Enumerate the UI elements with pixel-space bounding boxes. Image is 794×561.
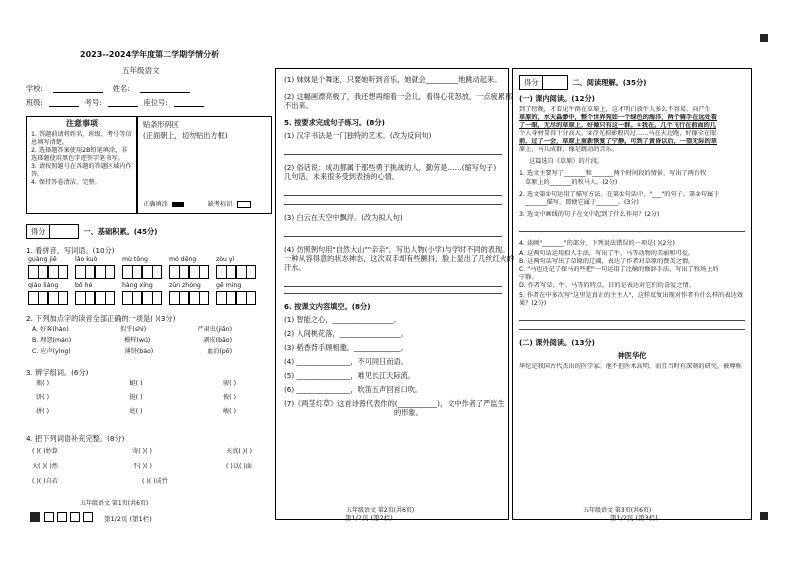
pair-word[interactable]: 蜓( ) xyxy=(129,380,143,387)
idiom-blank[interactable]: ( )( )妙算 xyxy=(32,448,58,455)
idiom-blank[interactable]: 大( )( )然 xyxy=(32,463,58,471)
pinyin: bō hé xyxy=(75,282,93,289)
reading-question: 2. 选文第①句运用了描写方法。在第①句话中，"___"的句子，第②句属于 xyxy=(519,190,720,198)
choice-option[interactable]: A. 这两句话运用拟人手法，写出了牛、马等动物的美丽和可爱。 xyxy=(519,249,695,257)
school-field[interactable] xyxy=(53,84,103,93)
notice-list xyxy=(27,129,137,189)
passage-line: 草原的，水天淼渺中，整个世界宛如一个绿色的海洋，两个骑手在远处看 xyxy=(519,114,717,122)
text-line: 汗水。 xyxy=(284,263,306,272)
writing-grid[interactable] xyxy=(28,265,68,279)
option-text[interactable]: C. 应声(yìng) xyxy=(32,348,71,356)
class-label: 班级: xyxy=(26,98,43,107)
text-line: (3) 白云在天空中飘浮。(改为拟人句) xyxy=(284,213,403,222)
exam-number-label: 考号: xyxy=(84,98,102,107)
writing-grid[interactable] xyxy=(169,291,209,305)
q3-label: 3. 辨字组词。(6分) xyxy=(26,368,89,377)
text-line: (1) 妹妹是个舞迷，只要她听到音乐，她就会_________地跳动起来。 xyxy=(284,75,502,84)
pinyin: zòu yì xyxy=(216,256,235,263)
notice-title: 注意事项 xyxy=(66,119,98,128)
pair-word[interactable]: 挺( ) xyxy=(129,394,143,402)
q2-label: 2. 下列加点字的读音全部正确的一项是( )(3分) xyxy=(26,314,176,323)
answer-line[interactable] xyxy=(284,154,502,155)
column-1 xyxy=(24,46,270,523)
answer-line[interactable] xyxy=(519,329,745,330)
choice-option: 宁静。 xyxy=(519,274,538,281)
school-label: 学校: xyxy=(26,84,43,93)
idiom-blank[interactable]: 不( )( ) xyxy=(132,463,152,471)
choice-option[interactable]: D. 作者写草、牛、马等的特点，目的是表达对它们的喜爱之情。 xyxy=(519,282,695,290)
part3-score-box xyxy=(519,75,745,90)
pinyin: hàng xíng xyxy=(122,282,153,289)
exam-title: 2023--2024学年度第二学期学情分析 xyxy=(80,50,220,59)
idiom-blank[interactable]: 寄( )( ) xyxy=(132,448,152,455)
subsection-title: (二) 课外阅读。(13分) xyxy=(519,338,595,348)
reading-question: _______描写，即便它属于_______。(3分) xyxy=(525,198,639,206)
column2-content xyxy=(284,75,515,417)
score-label: 得分 xyxy=(520,76,543,89)
question-heading: 5. 按要求完成句子练习。(8分) xyxy=(284,118,385,127)
pair-word[interactable]: 饼( ) xyxy=(36,394,49,402)
answer-line[interactable] xyxy=(284,204,502,205)
text-line: 几句话，未来很多受到表扬的心情。 xyxy=(284,172,400,181)
pair-word[interactable]: 拼( ) xyxy=(36,408,49,416)
idiom-blank[interactable]: ( )以( )面 xyxy=(226,463,252,471)
idiom-blank[interactable]: ( )( )自若 xyxy=(32,478,58,486)
barcode-note: (正面朝上，切勿贴出方框) xyxy=(143,131,228,140)
writing-grid[interactable] xyxy=(122,291,162,305)
pinyin: mó dēng xyxy=(169,256,197,263)
text-line: 一种从容得意的状态神态，这次双手却有些颤抖，脸上显出了几丝红火的 xyxy=(284,254,515,263)
idiom-blank[interactable]: ( )( )成竹 xyxy=(142,478,168,486)
alignment-mark-bottom-right xyxy=(760,512,768,520)
reading-question: 5. 作者在中多次写"这里是真正的主主人"，这样反复出现对作者有什么样的表达效果？(2分) xyxy=(519,292,743,308)
fill-blank[interactable]: (7)《两茎灯草》这首诗曾代表作的(___________)，文中作者了严监生 xyxy=(284,399,505,408)
answer-line[interactable] xyxy=(284,195,502,196)
pinyin: qiáo liáng xyxy=(28,282,59,289)
q3-pairs xyxy=(36,380,236,416)
pair-word[interactable]: 庭( ) xyxy=(129,408,143,416)
notice-item: 3. 请按照题号在各题的答题区域内作答。 xyxy=(31,163,132,179)
reading-passage xyxy=(519,106,745,154)
reading-question: 草原上的_______的牧马人。(2分) xyxy=(525,178,618,186)
name-label: 姓名: xyxy=(112,84,130,93)
passage-line: 前，过了一会，草原上重新恢复了宁静。可到了黄昏以后，一望无际的草 xyxy=(519,138,717,146)
seat-label: 座位号: xyxy=(143,98,168,107)
writing-grid[interactable] xyxy=(122,265,162,279)
writing-grid[interactable] xyxy=(169,265,209,279)
question-heading: 6. 按课文内容填空。(8分) xyxy=(284,302,371,311)
part1-title: 一、基础积累。(45分) xyxy=(83,227,158,236)
answer-line[interactable] xyxy=(284,286,502,287)
option-text: 剥皮(bāo) xyxy=(203,337,232,345)
notice-box xyxy=(26,116,138,214)
text-line: (1) 汉字书法是一门独特的艺术。(改为反问句) xyxy=(284,131,432,140)
column3-footer: 五年级语文 第3页(共6页) xyxy=(583,507,652,514)
reading-question: 4. 读画"_______"的部分，下列说法错误的一项是( )(2分) xyxy=(519,239,675,247)
pinyin: lǎo kuò xyxy=(75,256,98,263)
part3-title: 二、阅读理解。(35分) xyxy=(572,78,647,87)
pinyin-row-1 xyxy=(28,256,256,279)
column3-page: 第1/2页 (第3栏) xyxy=(610,514,658,522)
fill-example xyxy=(143,201,251,209)
seat-field[interactable] xyxy=(174,98,204,107)
option-text[interactable]: B. 埋怨(mán) xyxy=(32,337,72,345)
column2-page: 第1/2页 (第2栏) xyxy=(345,514,393,522)
student-info-row-1 xyxy=(26,84,190,93)
text-line: 不出来。 xyxy=(284,101,313,110)
reading-question: 1. 选文主要写了_______和_______两个时间段的情景，写出了两台牧 xyxy=(519,170,707,178)
pinyin: gē mìng xyxy=(216,282,242,289)
idiom-blank[interactable]: 天真( )( ) xyxy=(226,448,252,455)
notice-item: 4. 保持答卷清洁、完整。 xyxy=(31,179,101,187)
option-text: 血泊(pō) xyxy=(207,348,232,356)
option-text: 模样(wú) xyxy=(124,337,151,345)
pair-word[interactable]: 峻( ) xyxy=(223,408,236,416)
correct-fill-mark xyxy=(172,202,184,207)
correct-fill-label: 正确填涂 xyxy=(143,200,168,208)
column3-content xyxy=(519,75,745,371)
text-line: 的形象。 xyxy=(394,408,423,417)
answer-line[interactable] xyxy=(519,231,745,232)
missing-label: 缺考标识 xyxy=(207,200,233,208)
answer-line[interactable] xyxy=(284,236,502,237)
score-label: 得分 xyxy=(27,225,50,238)
writing-grid[interactable] xyxy=(28,291,68,305)
pinyin: guàng jiē xyxy=(28,256,57,263)
exam-subject: 五年级语文 xyxy=(122,66,160,75)
exam-number-field[interactable] xyxy=(108,98,138,107)
passage-source: 这篇选自《草原》的片段。 xyxy=(529,158,604,166)
subsection-title: (一) 课内阅读。(12分) xyxy=(519,94,595,103)
pinyin: mù tǒng xyxy=(122,256,148,263)
fill-blank[interactable]: (4) _______________，不可同日而语。 xyxy=(284,357,408,366)
pinyin: zūn zhòng xyxy=(169,282,201,289)
column-2 xyxy=(275,68,515,520)
text-line: (2) 这幅画漂亮极了，我还想再细看一会儿，看得心花怒放，一点疲累都 xyxy=(284,92,513,101)
pair-word[interactable]: 俊( ) xyxy=(223,394,236,402)
pinyin-row-2 xyxy=(28,282,256,305)
column1-page: 第1/2页 (第1栏) xyxy=(104,515,152,523)
pair-word[interactable]: 骏( ) xyxy=(223,380,236,387)
q2-options xyxy=(32,326,232,356)
column1-footer: 五年级语文 第1页(共6页) xyxy=(80,500,149,507)
barcode-title: 贴条形码区 xyxy=(143,120,179,129)
answer-line[interactable] xyxy=(284,293,502,294)
reading-question: 3. 选文中画线的句子在文中起到了什么作用？(2分) xyxy=(519,210,660,218)
notice-item: 1. 答题前请将姓名、班级、考号等信息填写清楚。 xyxy=(31,131,132,147)
choice-option[interactable]: B. 这两句话写出了草原的辽阔，表达了作者对草原的赞美之情。 xyxy=(519,257,695,265)
option-text: 薄饼(báo) xyxy=(124,348,154,356)
fill-blank[interactable]: (5) _______________，难见长江天际流。 xyxy=(284,371,416,380)
q1-label: 1. 看拼音，写词语。(10分) xyxy=(26,246,115,255)
student-info-row-2 xyxy=(26,98,204,107)
passage-line: 了一眼，无尽的草原上，好像只有这一群。①我在。几个飞行在前面的几 xyxy=(519,122,717,130)
option-text[interactable]: A. 好客(hào) xyxy=(32,326,69,333)
answer-line[interactable] xyxy=(519,320,745,321)
fill-blank[interactable]: (2) 人间桃花落，_________________。 xyxy=(284,329,408,338)
fill-blank[interactable]: (1) 智能之心，_________________。 xyxy=(284,315,401,324)
article-line: 华佗是我国古代杰出的医学家。他不但医术高明，而且当时有深刻的研究，被尊称 xyxy=(519,363,742,371)
writing-grid[interactable] xyxy=(216,291,256,305)
name-field[interactable] xyxy=(140,84,190,93)
option-text: 似乎(shì) xyxy=(120,326,147,333)
writing-grid[interactable] xyxy=(216,265,256,279)
q4-label: 4. 把下列词语补充完整。(8分) xyxy=(26,434,125,443)
pair-word[interactable]: 瓶( ) xyxy=(36,380,49,387)
passage-line: 到了傍晚，才看见牛群在草原上，这才明白放牛人多么不容易。向产生 xyxy=(519,106,711,113)
q4-rows xyxy=(32,448,252,486)
writing-grid[interactable] xyxy=(75,291,115,305)
article-title: 神医华佗 xyxy=(617,351,647,361)
choice-option[interactable]: C. "马也还记了保马的些把"一句运用了比喻的修辞手法，写出了牧场上的 xyxy=(519,265,719,273)
barcode-box xyxy=(136,116,272,214)
score-field[interactable] xyxy=(543,76,567,89)
passage-line: 个人身材显得十分高大。②浮光掠影般闪过……马在天边跑，好像全在眼 xyxy=(519,130,717,138)
option-text: 严肃虫(jiǎn) xyxy=(197,326,232,333)
score-field[interactable] xyxy=(50,225,78,238)
missing-mark[interactable] xyxy=(237,201,251,208)
fill-blank[interactable]: (6) _______________，吹笛五声回首口吹。 xyxy=(284,385,423,394)
column2-footer: 五年级语文 第2页(共6页) xyxy=(346,507,415,514)
column-3 xyxy=(512,68,752,520)
text-line: (2) 俗话说：成功都属于那些勇于挑战的人，勤劳是……(缩写句子) xyxy=(284,163,497,172)
class-field[interactable] xyxy=(49,98,79,107)
passage-line: 原上，马儿成群，像是跳动的音乐。 xyxy=(519,146,618,154)
fill-blank[interactable]: (3) 稻香背手顾相邀，_____________。 xyxy=(284,343,408,352)
alignment-mark-top-right xyxy=(760,34,768,42)
writing-grid[interactable] xyxy=(75,265,115,279)
notice-item: 2. 选择题答案使用2B铅笔填涂，非选择题使用黑色字迹签字笔书写。 xyxy=(31,147,128,163)
part1-score-box xyxy=(26,224,157,239)
text-line: (4) 仿照例句用"自然大山""亲亲"，写出人物(小学)与学时不同的表现。 xyxy=(284,245,510,254)
